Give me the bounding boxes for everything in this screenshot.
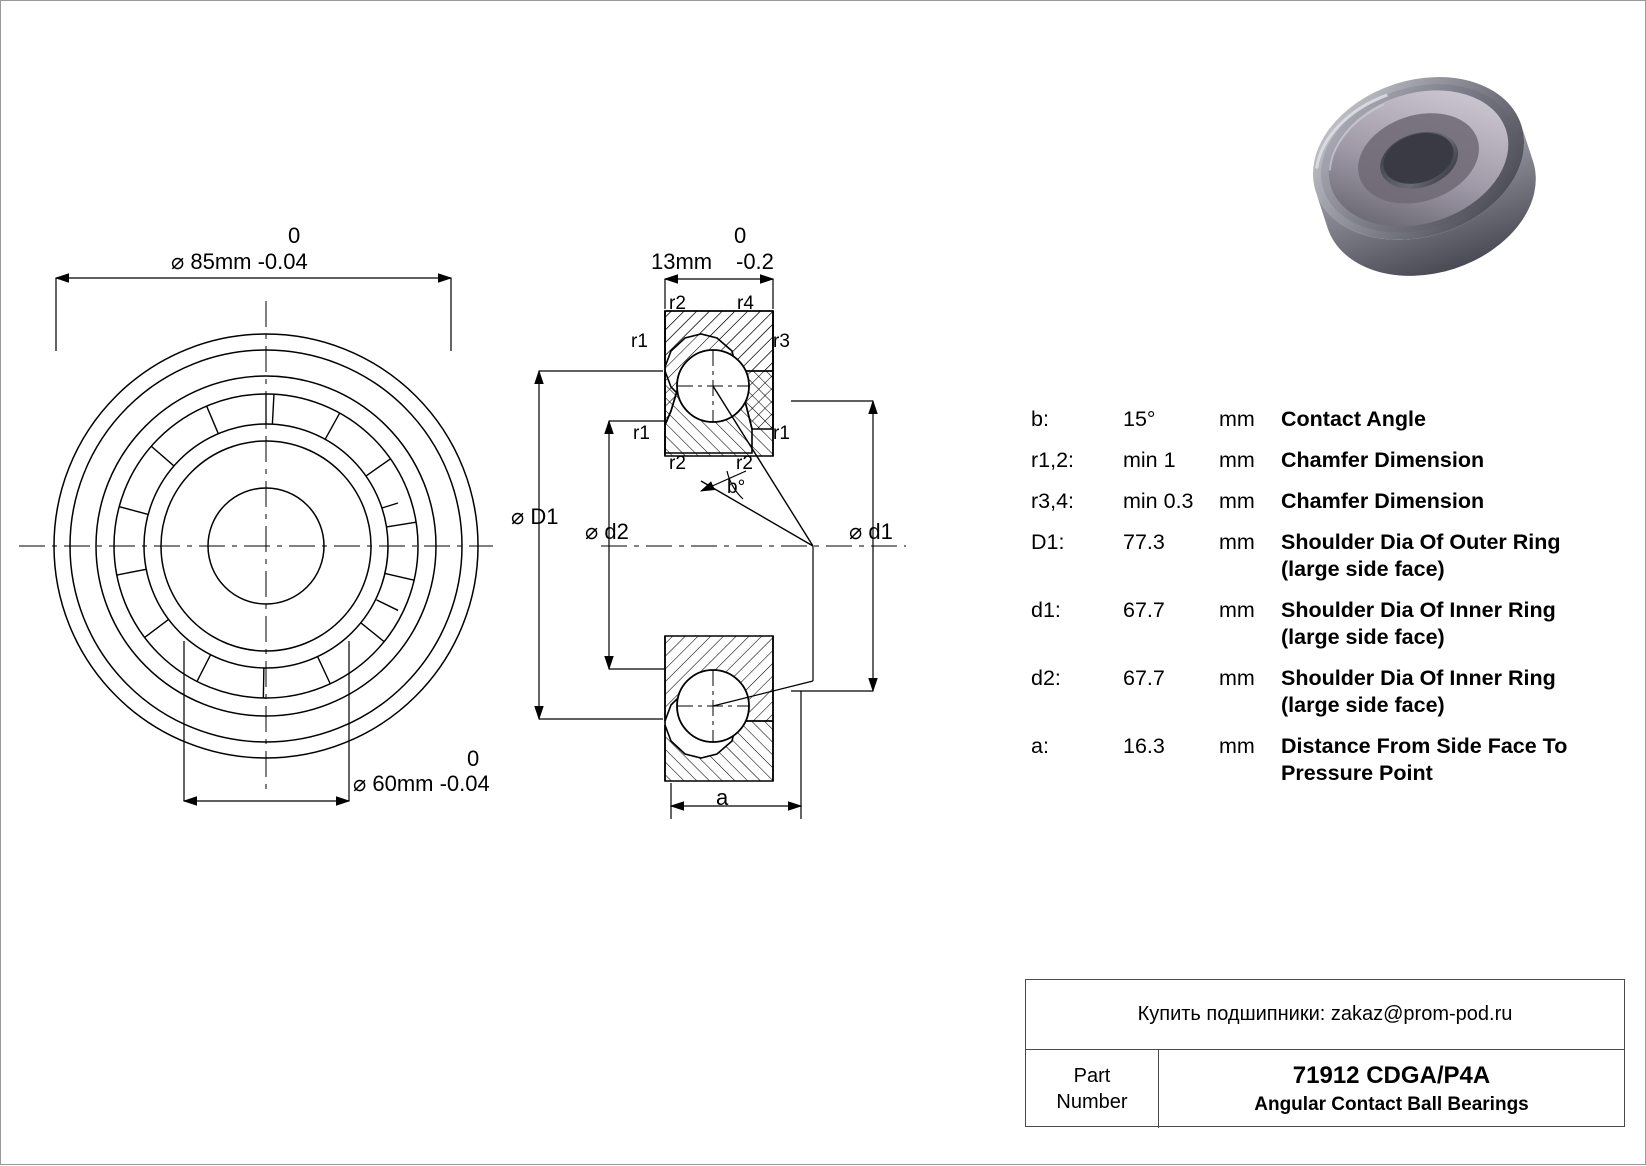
spec-value: min 0.3	[1123, 489, 1194, 513]
label-r1-left-mid: r1	[633, 423, 650, 444]
spec-description-line1: Contact Angle	[1281, 407, 1426, 431]
dim-D1: ⌀ D1	[511, 504, 559, 529]
front-view-dimensions	[56, 278, 451, 801]
label-r2-inner: r2	[736, 453, 753, 474]
spec-description	[1281, 447, 1601, 474]
spec-symbol: D1:	[1031, 530, 1065, 554]
part-number-value: 71912 CDGA/P4A	[1292, 1062, 1491, 1089]
spec-row	[1031, 447, 1601, 474]
spec-description-line1: Distance From Side Face To	[1281, 734, 1568, 758]
part-label-line1: Part	[1073, 1065, 1111, 1087]
spec-unit: mm	[1219, 530, 1255, 554]
spec-description-line2: (large side face)	[1281, 557, 1445, 581]
contact-email-row	[1026, 980, 1624, 1050]
spec-symbol: d2:	[1031, 666, 1061, 690]
spec-description	[1281, 529, 1601, 583]
label-r1-right-mid: r1	[773, 423, 790, 444]
outer-dim-tolerance: 0	[288, 223, 301, 248]
title-block	[1025, 979, 1625, 1127]
spec-symbol: b:	[1031, 407, 1049, 431]
bearing-3d-render	[1292, 51, 1557, 302]
spec-symbol: a:	[1031, 734, 1049, 758]
contact-email-text: Купить подшипники: zakaz@prom-pod.ru	[1137, 1003, 1513, 1025]
part-row	[1026, 1050, 1624, 1128]
dim-d2: ⌀ d2	[585, 519, 629, 544]
spec-description	[1281, 665, 1601, 719]
label-r3-right-upper: r3	[773, 331, 790, 352]
width-tolerance: 0	[734, 223, 747, 248]
spec-value: 16.3	[1123, 734, 1165, 758]
spec-row	[1031, 733, 1601, 787]
spec-unit: mm	[1219, 598, 1255, 622]
label-r2-left-lower: r2	[669, 453, 686, 474]
spec-description	[1281, 733, 1601, 787]
label-contact-angle-b: b°	[727, 477, 746, 498]
front-view	[19, 301, 493, 796]
spec-row	[1031, 597, 1601, 651]
spec-description-line2: Pressure Point	[1281, 761, 1433, 785]
spec-value: min 1	[1123, 448, 1176, 472]
label-a-bottom: a	[716, 785, 729, 810]
specification-table	[1031, 406, 1601, 801]
spec-unit: mm	[1219, 448, 1255, 472]
spec-value: 67.7	[1123, 666, 1165, 690]
outer-diameter-dim: ⌀ 85mm -0.04	[171, 249, 308, 274]
spec-unit: mm	[1219, 489, 1255, 513]
spec-value: 67.7	[1123, 598, 1165, 622]
section-view	[601, 311, 906, 781]
spec-value: 77.3	[1123, 530, 1165, 554]
spec-symbol: r1,2:	[1031, 448, 1075, 472]
spec-unit: mm	[1219, 734, 1255, 758]
spec-row	[1031, 406, 1601, 433]
spec-description	[1281, 406, 1601, 433]
spec-symbol: r3,4:	[1031, 489, 1075, 513]
spec-description-line1: Chamfer Dimension	[1281, 448, 1485, 472]
label-r4-top-right: r4	[737, 293, 754, 314]
spec-value: 15°	[1123, 407, 1156, 431]
spec-unit: mm	[1219, 666, 1255, 690]
spec-description-line1: Chamfer Dimension	[1281, 489, 1485, 513]
bore-diameter-dim: ⌀ 60mm -0.04	[353, 771, 490, 796]
label-r2-top-left: r2	[669, 293, 686, 314]
spec-description	[1281, 488, 1601, 515]
spec-row	[1031, 488, 1601, 515]
width-dim-tolerance-value: -0.2	[736, 249, 774, 274]
spec-description	[1281, 597, 1601, 651]
spec-description-line2: (large side face)	[1281, 625, 1445, 649]
spec-row	[1031, 665, 1601, 719]
spec-description-line1: Shoulder Dia Of Outer Ring	[1281, 530, 1561, 554]
part-number-label	[1026, 1050, 1159, 1128]
label-r1-left-upper: r1	[631, 331, 648, 352]
spec-row	[1031, 529, 1601, 583]
spec-description-line1: Shoulder Dia Of Inner Ring	[1281, 598, 1556, 622]
part-info	[1159, 1050, 1624, 1128]
bore-dim-tolerance: 0	[467, 746, 480, 771]
width-dim-value: 13mm	[651, 249, 713, 274]
part-label-line2: Number	[1056, 1091, 1128, 1113]
spec-description-line2: (large side face)	[1281, 693, 1445, 717]
spec-unit: mm	[1219, 407, 1255, 431]
spec-symbol: d1:	[1031, 598, 1061, 622]
dim-d1: ⌀ d1	[849, 519, 893, 544]
part-type-value: Angular Contact Ball Bearings	[1254, 1094, 1529, 1115]
spec-description-line1: Shoulder Dia Of Inner Ring	[1281, 666, 1556, 690]
